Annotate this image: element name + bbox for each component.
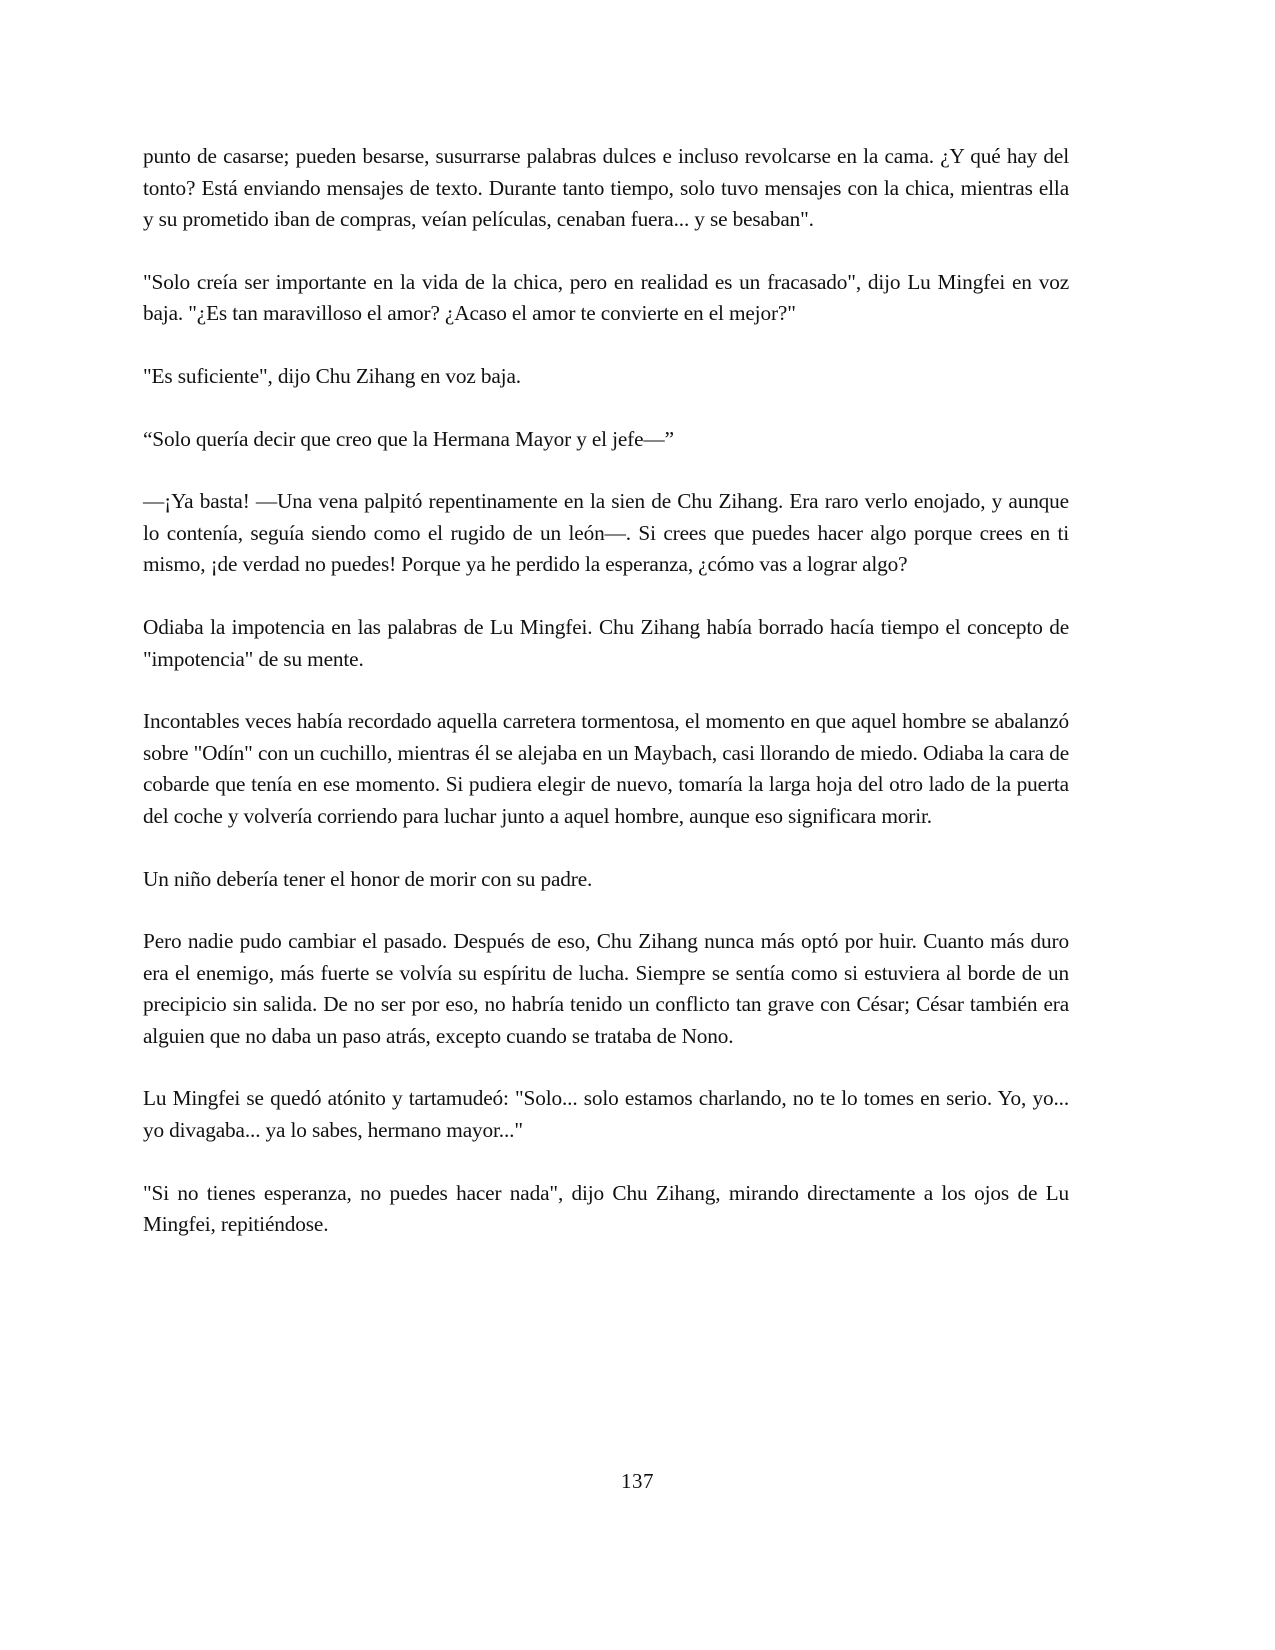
paragraph: Lu Mingfei se quedó atónito y tartamudeó: "Solo... solo estamos charlando, no te lo tomes en serio. Yo, yo... yo divagaba... ya lo sabes, hermano mayor..." — [143, 1086, 1069, 1143]
paragraph: Odiaba la impotencia en las palabras de Lu Mingfei. Chu Zihang había borrado hacía tiempo el concepto de "impotencia" de su mente. — [143, 614, 1069, 671]
page-body — [143, 141, 1069, 1272]
paragraph: “Solo quería decir que creo que la Hermana Mayor y el jefe—” — [143, 426, 674, 451]
paragraph: —¡Ya basta! —Una vena palpitó repentinamente en la sien de Chu Zihang. Era raro verlo enojado, y aunque lo contenía, seguía siendo como el rugido de un león—. Si crees que puedes hacer algo porque crees en ti mismo, ¡de verdad no puedes! Porque ya he perdido la esperanza, ¿cómo vas a lograr algo? — [143, 489, 1069, 577]
paragraph: Incontables veces había recordado aquella carretera tormentosa, el momento en que aquel hombre se abalanzó sobre "Odín" con un cuchillo, mientras él se alejaba en un Maybach, casi llorando de miedo. Odiaba la cara de cobarde que tenía en ese momento. Si pudiera elegir de nuevo, tomaría la larga hoja del otro lado de la puerta del coche y volvería corriendo para luchar junto a aquel hombre, aunque eso significara morir. — [143, 709, 1069, 828]
paragraph: "Es suficiente", dijo Chu Zihang en voz baja. — [143, 363, 521, 388]
paragraph: Pero nadie pudo cambiar el pasado. Después de eso, Chu Zihang nunca más optó por huir. Cuanto más duro era el enemigo, más fuerte se volvía su espíritu de lucha. Siempre se sentía como si estuviera al borde de un precipicio sin salida. De no ser por eso, no habría tenido un conflicto tan grave con César; César también era alguien que no daba un paso atrás, excepto cuando se trataba de Nono. — [143, 929, 1069, 1048]
paragraph: punto de casarse; pueden besarse, susurrarse palabras dulces e incluso revolcarse en la cama. ¿Y qué hay del tonto? Está enviando mensajes de texto. Durante tanto tiempo, solo tuvo mensajes con la chica, mientras ella y su prometido iban de compras, veían películas, cenaban fuera... y se besaban". — [143, 144, 1069, 232]
paragraph: "Si no tienes esperanza, no puedes hacer nada", dijo Chu Zihang, mirando directamente a los ojos de Lu Mingfei, repitiéndose. — [143, 1180, 1069, 1237]
page-number: 137 — [621, 1469, 654, 1493]
paragraph: Un niño debería tener el honor de morir con su padre. — [143, 866, 593, 891]
paragraph: "Solo creía ser importante en la vida de la chica, pero en realidad es un fracasado", dijo Lu Mingfei en voz baja. "¿Es tan maravilloso el amor? ¿Acaso el amor te convierte en el mejor?" — [143, 269, 1069, 326]
